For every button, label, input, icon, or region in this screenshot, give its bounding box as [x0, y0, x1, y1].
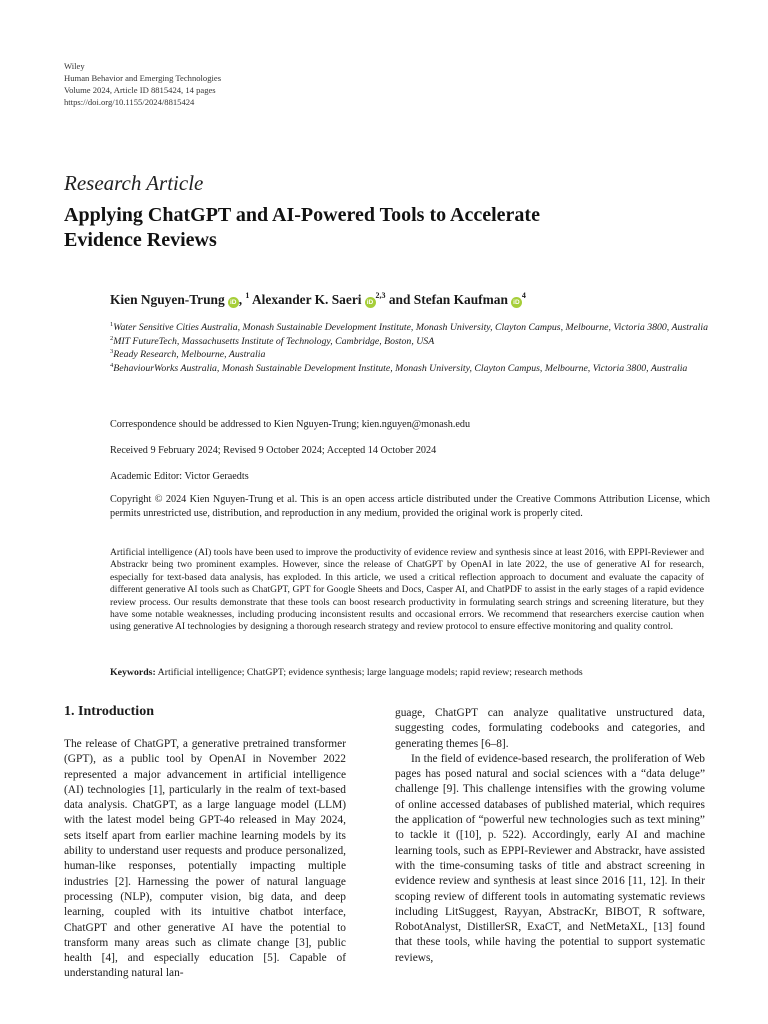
orcid-icon[interactable]: iD [511, 297, 522, 308]
journal-info [64, 60, 221, 108]
affiliation [110, 321, 710, 335]
abstract: Artificial intelligence (AI) tools have been used to improve the productivity of evidence review and synthesis since at least 2016, with EPPI-Reviewer and Abstrackr being two prominent examples. However, since the release of ChatGPT by OpenAI in late 2022, the use of generative AI for research, especially for text-based data analysis, has exploded. In this article, we used a critical reflection approach to document and evaluate the capacity of different generative AI tools such as ChatGPT, GPT for Google Sheets and Docs, Casper AI, and ChatPDF to assist in the early stages of a rapid evidence review process. Our results demonstrate that these tools can boost research productivity in formulating search strings and screening literature, but they have some notable weaknesses, including producing inconsistent results and occasional errors. We recommend that researchers exercise caution when using generative AI technologies by designing a thorough research strategy and review protocol to ensure effective monitoring and quality control. [110, 547, 704, 633]
doi-link[interactable]: https://doi.org/10.1155/2024/8815424 [64, 97, 195, 107]
journal-name: Human Behavior and Emerging Technologies [64, 73, 222, 83]
article-title [64, 203, 704, 253]
body-column-right [395, 706, 705, 966]
journal-volume: Volume 2024, Article ID 8815424, 14 pages [64, 85, 216, 95]
correspondence: Correspondence should be addressed to Kien Nguyen-Trung; kien.nguyen@monash.edu [110, 419, 471, 430]
affiliation-text: MIT FutureTech, Massachusetts Institute of Technology, Cambridge, Boston, USA [113, 335, 435, 347]
affiliation-number: 1 [110, 321, 114, 328]
affiliation-text: Water Sensitive Cities Australia, Monash Sustainable Development Institute, Monash University, Clayton Campus, Melbourne, Victoria 3800, Australia [113, 322, 709, 333]
affiliation-number: 2 [110, 334, 114, 342]
affiliation-text: Ready Research, Melbourne, Australia [113, 349, 266, 361]
orcid-icon[interactable]: iD [365, 297, 376, 308]
orcid-icon[interactable]: iD [228, 297, 239, 308]
affiliation-text: BehaviourWorks Australia, Monash Sustainable Development Institute, Monash University, Clayton Campus, Melbourne, Victoria 3800, Australia [113, 362, 688, 374]
body-paragraph: In the field of evidence-based research, the proliferation of Web pages has posed natural and social sciences with a “data deluge” challenge [9]. This challenge intensifies with the growing volume of online accessed databases of published material, which requires the application of “powerful new technologies such as text mining” to tackle it ([10], p. 522). Accordingly, early AI and machine learning tools, such as EPPI-Reviewer and Abstrackr, have assisted with the time-consuming tasks of title and abstract screening in evidence review and synthesis at least since 2016 [11, 12]. In their scoping review of different tools in automating systematic reviews including LitSuggest, Rayyan, AbstracKr, BIBOT, R software, RobotAnalyst, DistillerSR, ExaCT, and NetMetaXL, [13] found that these tools, while having the potential to support systematic reviews, [395, 752, 705, 964]
author-affiliation-ref: 1 [245, 291, 250, 300]
affiliation [110, 362, 710, 376]
article-type: Research Article [64, 171, 204, 195]
section-heading: 1. Introduction [64, 704, 154, 719]
author-affiliation-ref: 2,3 [375, 291, 386, 300]
author-separator: , [238, 292, 246, 307]
publisher-name: Wiley [64, 61, 85, 71]
author-name[interactable]: Stefan Kaufman [413, 292, 508, 307]
keywords-label: Keywords: [110, 667, 156, 678]
affiliation-list [110, 321, 710, 375]
author-name[interactable]: Kien Nguyen-Trung [110, 292, 225, 307]
body-paragraph: The release of ChatGPT, a generative pretrained transformer (GPT), as a public tool by OpenAI in November 2022 represented a major advancement in artificial intelligence (AI) technologies [1], particularly in the realm of text-based data analysis. ChatGPT, as a large language model (LLM) with the latest model being GPT-4o released in May 2024, sets itself apart from earlier machine learning models by its ability to understand user requests and produce personalized, human-like responses, potentially impacting multiple industries [2]. Harnessing the power of natural language processing (NLP), computer vision, big data, and deep learning, coupled with its intuitive chatbot interface, ChatGPT and other generative AI have the potential to transform many areas such as climate change [3], public health [4], and especially education [5]. Capable of understanding natural lan- [64, 738, 346, 980]
keywords-text: Artificial intelligence; ChatGPT; evidence synthesis; large language models; rapid review; research methods [157, 667, 583, 678]
author-list [110, 292, 526, 308]
body-paragraph: guage, ChatGPT can analyze qualitative unstructured data, suggesting codes, formulating codebooks and categories, and generating themes [6–8]. [395, 707, 705, 750]
title-line: Evidence Reviews [64, 229, 217, 251]
publication-dates: Received 9 February 2024; Revised 9 October 2024; Accepted 14 October 2024 [110, 445, 437, 456]
keywords [110, 667, 710, 678]
academic-editor: Academic Editor: Victor Geraedts [110, 471, 249, 482]
affiliation-number: 3 [110, 348, 114, 356]
author-affiliation-ref: 4 [521, 291, 526, 300]
body-column-left [64, 703, 346, 982]
affiliation [110, 335, 710, 349]
title-line: Applying ChatGPT and AI-Powered Tools to Accelerate [64, 204, 540, 226]
affiliation [110, 348, 710, 362]
copyright-notice: Copyright © 2024 Kien Nguyen-Trung et al. This is an open access article distributed under the Creative Commons Attribution License, which permits unrestricted use, distribution, and reproduction in any medium, provided the original work is properly cited. [110, 494, 710, 519]
author-separator: and [385, 292, 414, 307]
affiliation-number: 4 [110, 361, 114, 369]
author-name[interactable]: Alexander K. Saeri [252, 292, 362, 307]
